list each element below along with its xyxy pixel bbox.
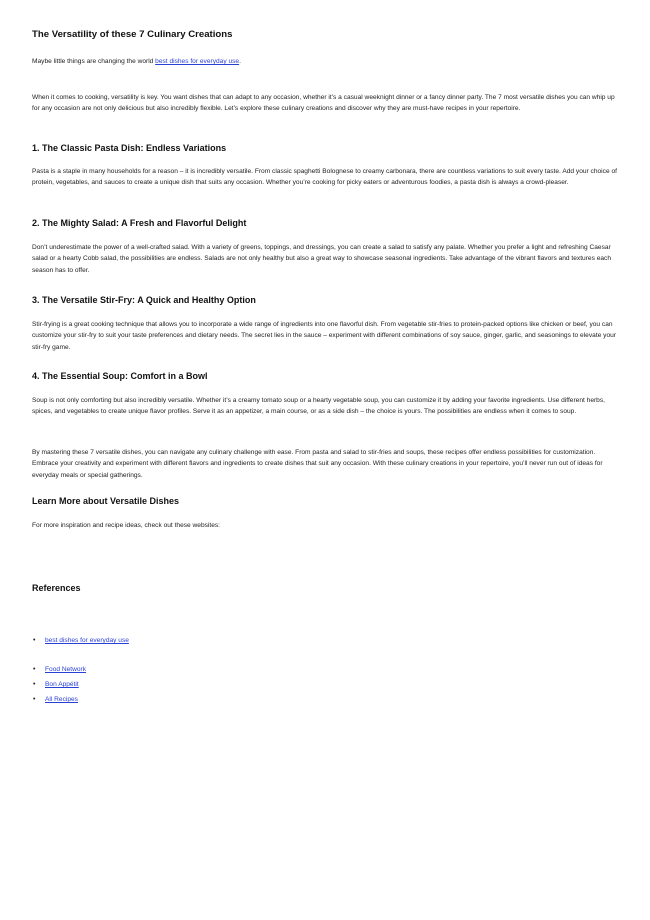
conclusion-paragraph: By mastering these 7 versatile dishes, you can navigate any culinary challenge with ease. From pasta and salad to stir-fries and soups, these recipes offer endless possibilities for customization. Embrace your creativity and experiment with different flavors and ingredients to create dishes that suit any occasion. With these culinary creations in your repertoire, you’ll never run out of ideas for everyday meals or special gatherings. bbox=[32, 449, 603, 479]
list-item bbox=[32, 695, 86, 710]
intro-line bbox=[32, 58, 241, 65]
learn-more-text: For more inspiration and recipe ideas, check out these websites: bbox=[32, 522, 221, 529]
section-heading-pasta: 1. The Classic Pasta Dish: Endless Variations bbox=[32, 143, 227, 153]
references-heading: References bbox=[32, 583, 81, 593]
reference-link-primary[interactable]: best dishes for everyday use bbox=[45, 637, 129, 644]
reference-link-food-network[interactable]: Food Network bbox=[45, 666, 87, 673]
section-text-soup: Soup is not only comforting but also incredibly versatile. Whether it’s a creamy tomato soup or a hearty vegetable soup, you can customize it by adding your favorite ingredients. Use different herbs, spices, and vegetables to create unique flavor profiles. Serve it as an appetizer, a main course, or as a side dish – the choice is yours. The possibilities are endless when it comes to soup. bbox=[32, 397, 605, 416]
section-heading-stir-fry: 3. The Versatile Stir-Fry: A Quick and Healthy Option bbox=[32, 295, 256, 305]
section-text-pasta: Pasta is a staple in many households for a reason – it is incredibly versatile. From classic spaghetti Bolognese to creamy carbonara, there are countless variations to suit every taste. Add your choice of protein, vegetables, and sauces to create a unique dish that suits any occasion. Whether you’re cooking for picky eaters or adventurous foodies, a pasta dish is always a crowd-pleaser. bbox=[32, 168, 617, 187]
bullet-icon: • bbox=[33, 666, 36, 673]
references-list bbox=[32, 665, 86, 710]
lead-paragraph: When it comes to cooking, versatility is key. You want dishes that can adapt to any occasion, whether it’s a casual weeknight dinner or a fancy dinner party. The 7 most versatile dishes you can whip up for any occasion are not only delicious but also incredibly flexible. Let’s explore these culinary creations and discover why they are must-have recipes in your repertoire. bbox=[32, 94, 615, 113]
intro-prefix: Maybe little things are changing the world bbox=[32, 58, 156, 65]
list-item bbox=[32, 680, 86, 695]
bullet-icon: • bbox=[33, 696, 36, 703]
section-heading-salad: 2. The Mighty Salad: A Fresh and Flavorful Delight bbox=[32, 218, 247, 228]
reference-link-bon-appetit[interactable]: Bon Appétit bbox=[45, 681, 79, 688]
references-primary-list bbox=[32, 636, 129, 651]
learn-more-heading: Learn More about Versatile Dishes bbox=[32, 496, 180, 506]
list-item bbox=[32, 636, 129, 651]
page-title: The Versatility of these 7 Culinary Creations bbox=[32, 29, 233, 40]
section-text-stir-fry: Stir-frying is a great cooking technique that allows you to incorporate a wide range of ingredients into one flavorful dish. From vegetable stir-fries to protein-packed options like chicken or beef, you can customize your stir-fry to suit your taste preferences and dietary needs. The secret lies in the sauce – experiment with different combinations of soy sauce, ginger, garlic, and seasonings to elevate your stir-fry game. bbox=[32, 321, 616, 351]
reference-link-all-recipes[interactable]: All Recipes bbox=[45, 696, 78, 703]
bullet-icon: • bbox=[33, 637, 36, 644]
list-item bbox=[32, 665, 86, 680]
intro-link[interactable]: best dishes for everyday use bbox=[155, 58, 240, 65]
bullet-icon: • bbox=[33, 681, 36, 688]
intro-suffix: . bbox=[239, 58, 241, 65]
section-text-salad: Don’t underestimate the power of a well-crafted salad. With a variety of greens, toppings, and dressings, you can create a salad to satisfy any palate. Whether you prefer a light and refreshing Caesar salad or a hearty Cobb salad, the possibilities are endless. Salads are not only healthy but also a great way to showcase seasonal ingredients. Take advantage of the vibrant flavors and textures each season has to offer. bbox=[32, 244, 612, 274]
section-heading-soup: 4. The Essential Soup: Comfort in a Bowl bbox=[32, 371, 208, 381]
